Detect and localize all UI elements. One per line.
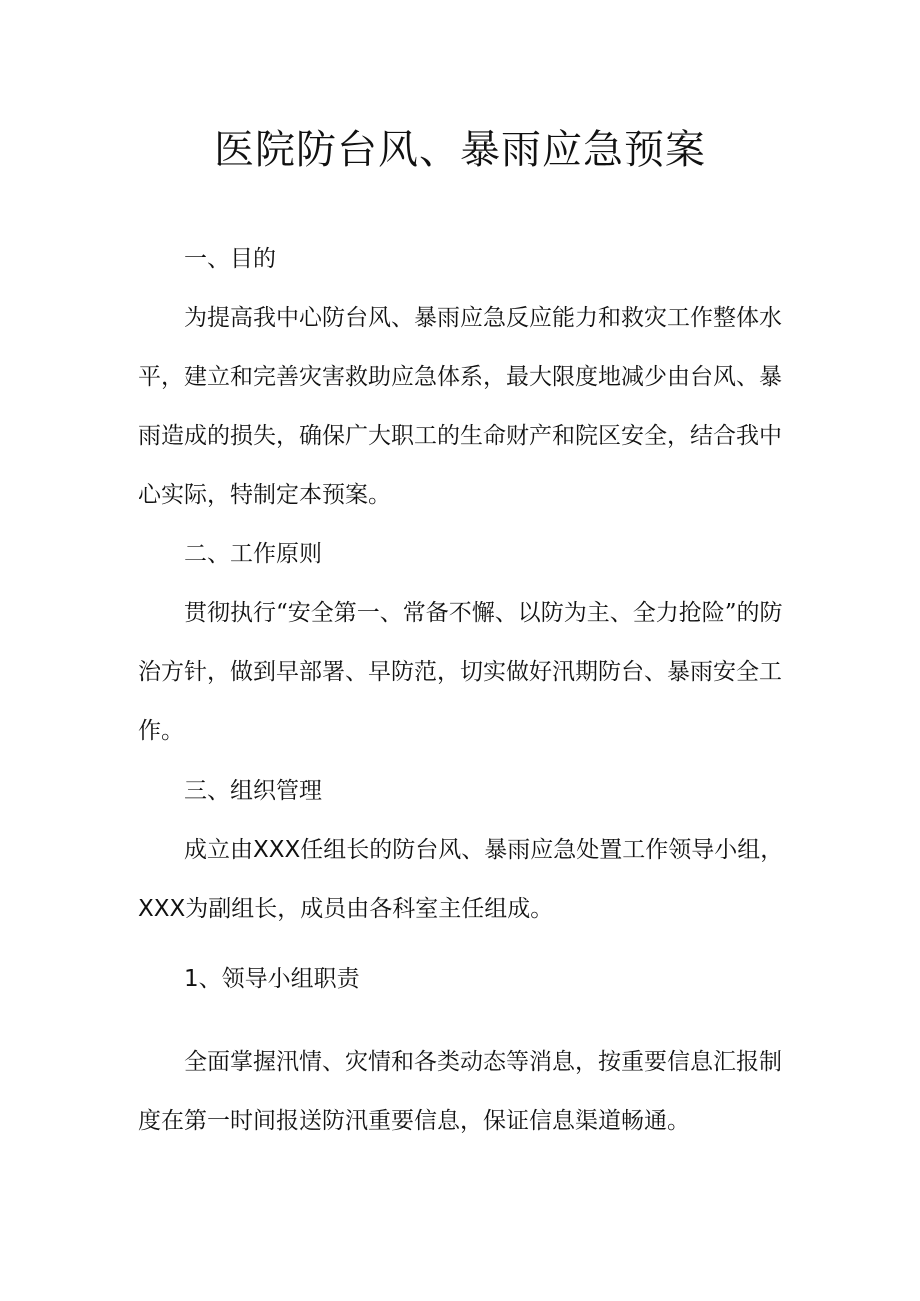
paragraph-leadership-duties: 全面掌握汛情、灾情和各类动态等消息，按重要信息汇报制度在第一时间报送防汛重要信息，保证信息渠道畅通。 [138,1049,782,1134]
paragraph-purpose: 为提高我中心防台风、暴雨应急反应能力和救灾工作整体水平，建立和完善灾害救助应急体系，最大限度地减少由台风、暴雨造成的损失，确保广大职工的生命财产和院区安全，结合我中心实际，特制定本预案。 [138,305,782,508]
subsection-heading-text: 、领导小组职责 [198,966,360,992]
paragraph-organization-part3: 为副组长，成员由各科室主任组成。 [185,896,554,922]
section-principles [138,525,786,761]
leader-name: XXX [253,837,301,863]
paragraph-organization [138,821,786,939]
paragraph-principles: 贯彻执行“安全第一、常备不懈、以防为主、全力抢险”的防治方针，做到早部署、早防范，切实做好汛期防台、暴雨安全工作。 [138,600,783,744]
section-heading-organization: 三、组织管理 [184,778,322,804]
document-title: 医院防台风、暴雨应急预案 [214,127,706,173]
section-heading-purpose: 一、目的 [184,246,276,272]
section-heading-principles: 二、工作原则 [184,541,322,567]
paragraph-organization-part1: 成立由 [184,837,253,863]
subsection-leadership-duties-body [138,1033,786,1151]
section-purpose [138,230,786,525]
subsection-number: 1 [184,966,199,992]
section-organization [138,762,786,939]
subsection-leadership-duties-heading [138,950,786,1009]
deputy-leader-name: XXX [138,896,186,922]
subsection-heading-leadership [138,950,786,1009]
paragraph-organization-part2: 任组长的防台风、暴雨应急处置工作领导小组， [300,837,784,863]
